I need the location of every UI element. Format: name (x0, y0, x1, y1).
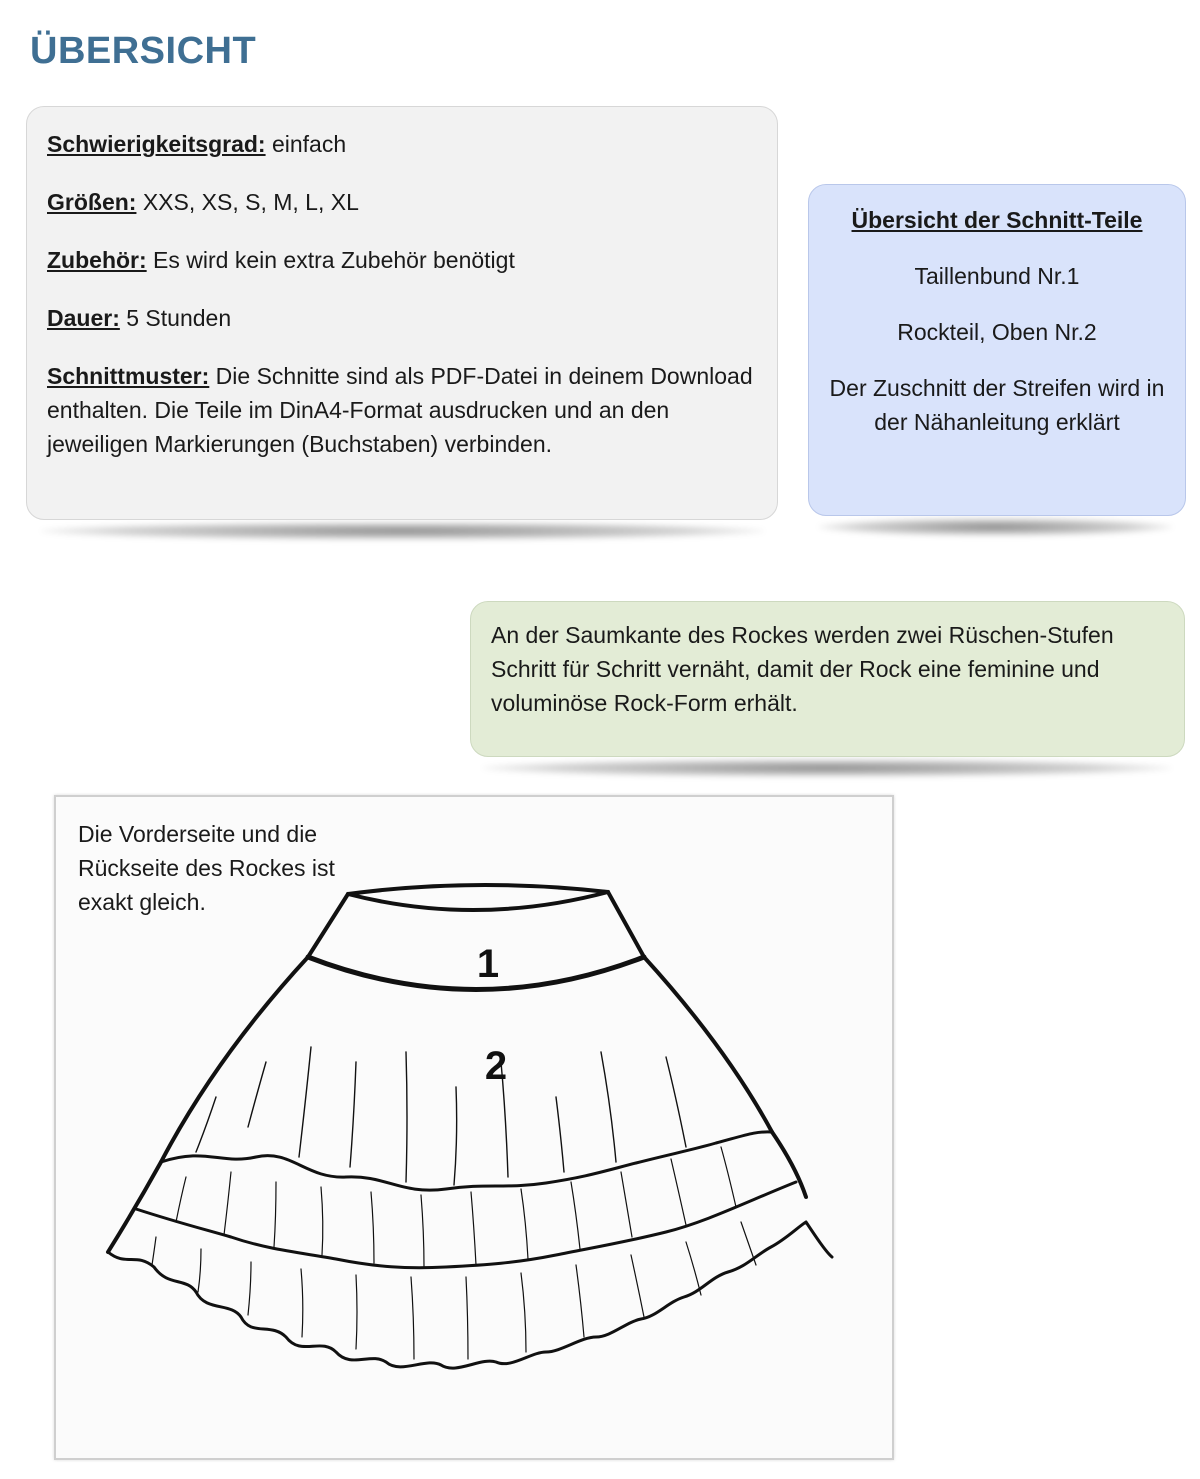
skirt-left-side (161, 957, 308, 1162)
sizes-label: Größen: (47, 189, 137, 215)
parts-item-strips: Der Zuschnitt der Streifen wird in der Nähanleitung erklärt (829, 375, 1165, 435)
parts-item-skirt-top: Rockteil, Oben Nr.2 (897, 319, 1097, 345)
part-number-2: 2 (484, 1044, 508, 1088)
accessories-value: Es wird kein extra Zubehör benötigt (146, 247, 515, 273)
waistband-right-side (608, 892, 644, 957)
sizes-value: XXS, XS, S, M, L, XL (136, 189, 359, 215)
sizes-row (47, 185, 757, 219)
skirt-hem (108, 1222, 832, 1368)
part-number-1: 1 (476, 942, 500, 986)
difficulty-value: einfach (265, 131, 347, 157)
second-ruffle-seam (136, 1182, 796, 1268)
skirt-right-side (644, 957, 772, 1132)
note-card (470, 601, 1185, 757)
first-ruffle-seam (161, 1132, 772, 1190)
note-text: An der Saumkante des Rockes werden zwei Rüschen-Stufen Schritt für Schritt vernäht, damit der Rock eine feminine und voluminöse Rock-Form erhält. (491, 622, 1114, 716)
note-card-shadow (482, 759, 1172, 777)
accessories-label: Zubehör: (47, 247, 147, 273)
pattern-label: Schnittmuster: (47, 363, 210, 389)
parts-card-shadow (818, 518, 1173, 536)
duration-row (47, 301, 757, 335)
waistband-inner-edge (348, 892, 608, 910)
parts-item-waistband: Taillenbund Nr.1 (914, 263, 1080, 289)
waistband-top-edge (348, 885, 608, 894)
accessories-row (47, 243, 757, 277)
first-ruffle-right-side (772, 1132, 806, 1197)
first-ruffle-left-side (108, 1162, 161, 1252)
parts-heading: Übersicht der Schnitt-Teile (851, 207, 1143, 233)
difficulty-label: Schwierigkeitsgrad: (47, 131, 266, 157)
page-title: ÜBERSICHT (30, 30, 257, 72)
duration-label: Dauer: (47, 305, 120, 331)
difficulty-row (47, 127, 757, 161)
info-card-shadow (40, 522, 765, 540)
duration-value: 5 Stunden (119, 305, 232, 331)
drawing-caption: Die Vorderseite und die Rückseite des Rockes ist exakt gleich. (78, 821, 335, 915)
skirt-illustration (54, 795, 894, 1460)
parts-card (808, 184, 1186, 516)
pattern-value: Die Schnitte sind als PDF-Datei in deinem Download enthalten. Die Teile im DinA4-Format ausdrucken und an den jeweiligen Markierungen (Buchstaben) verbinden. (47, 363, 753, 457)
pattern-row (47, 359, 757, 461)
info-card (26, 106, 778, 520)
